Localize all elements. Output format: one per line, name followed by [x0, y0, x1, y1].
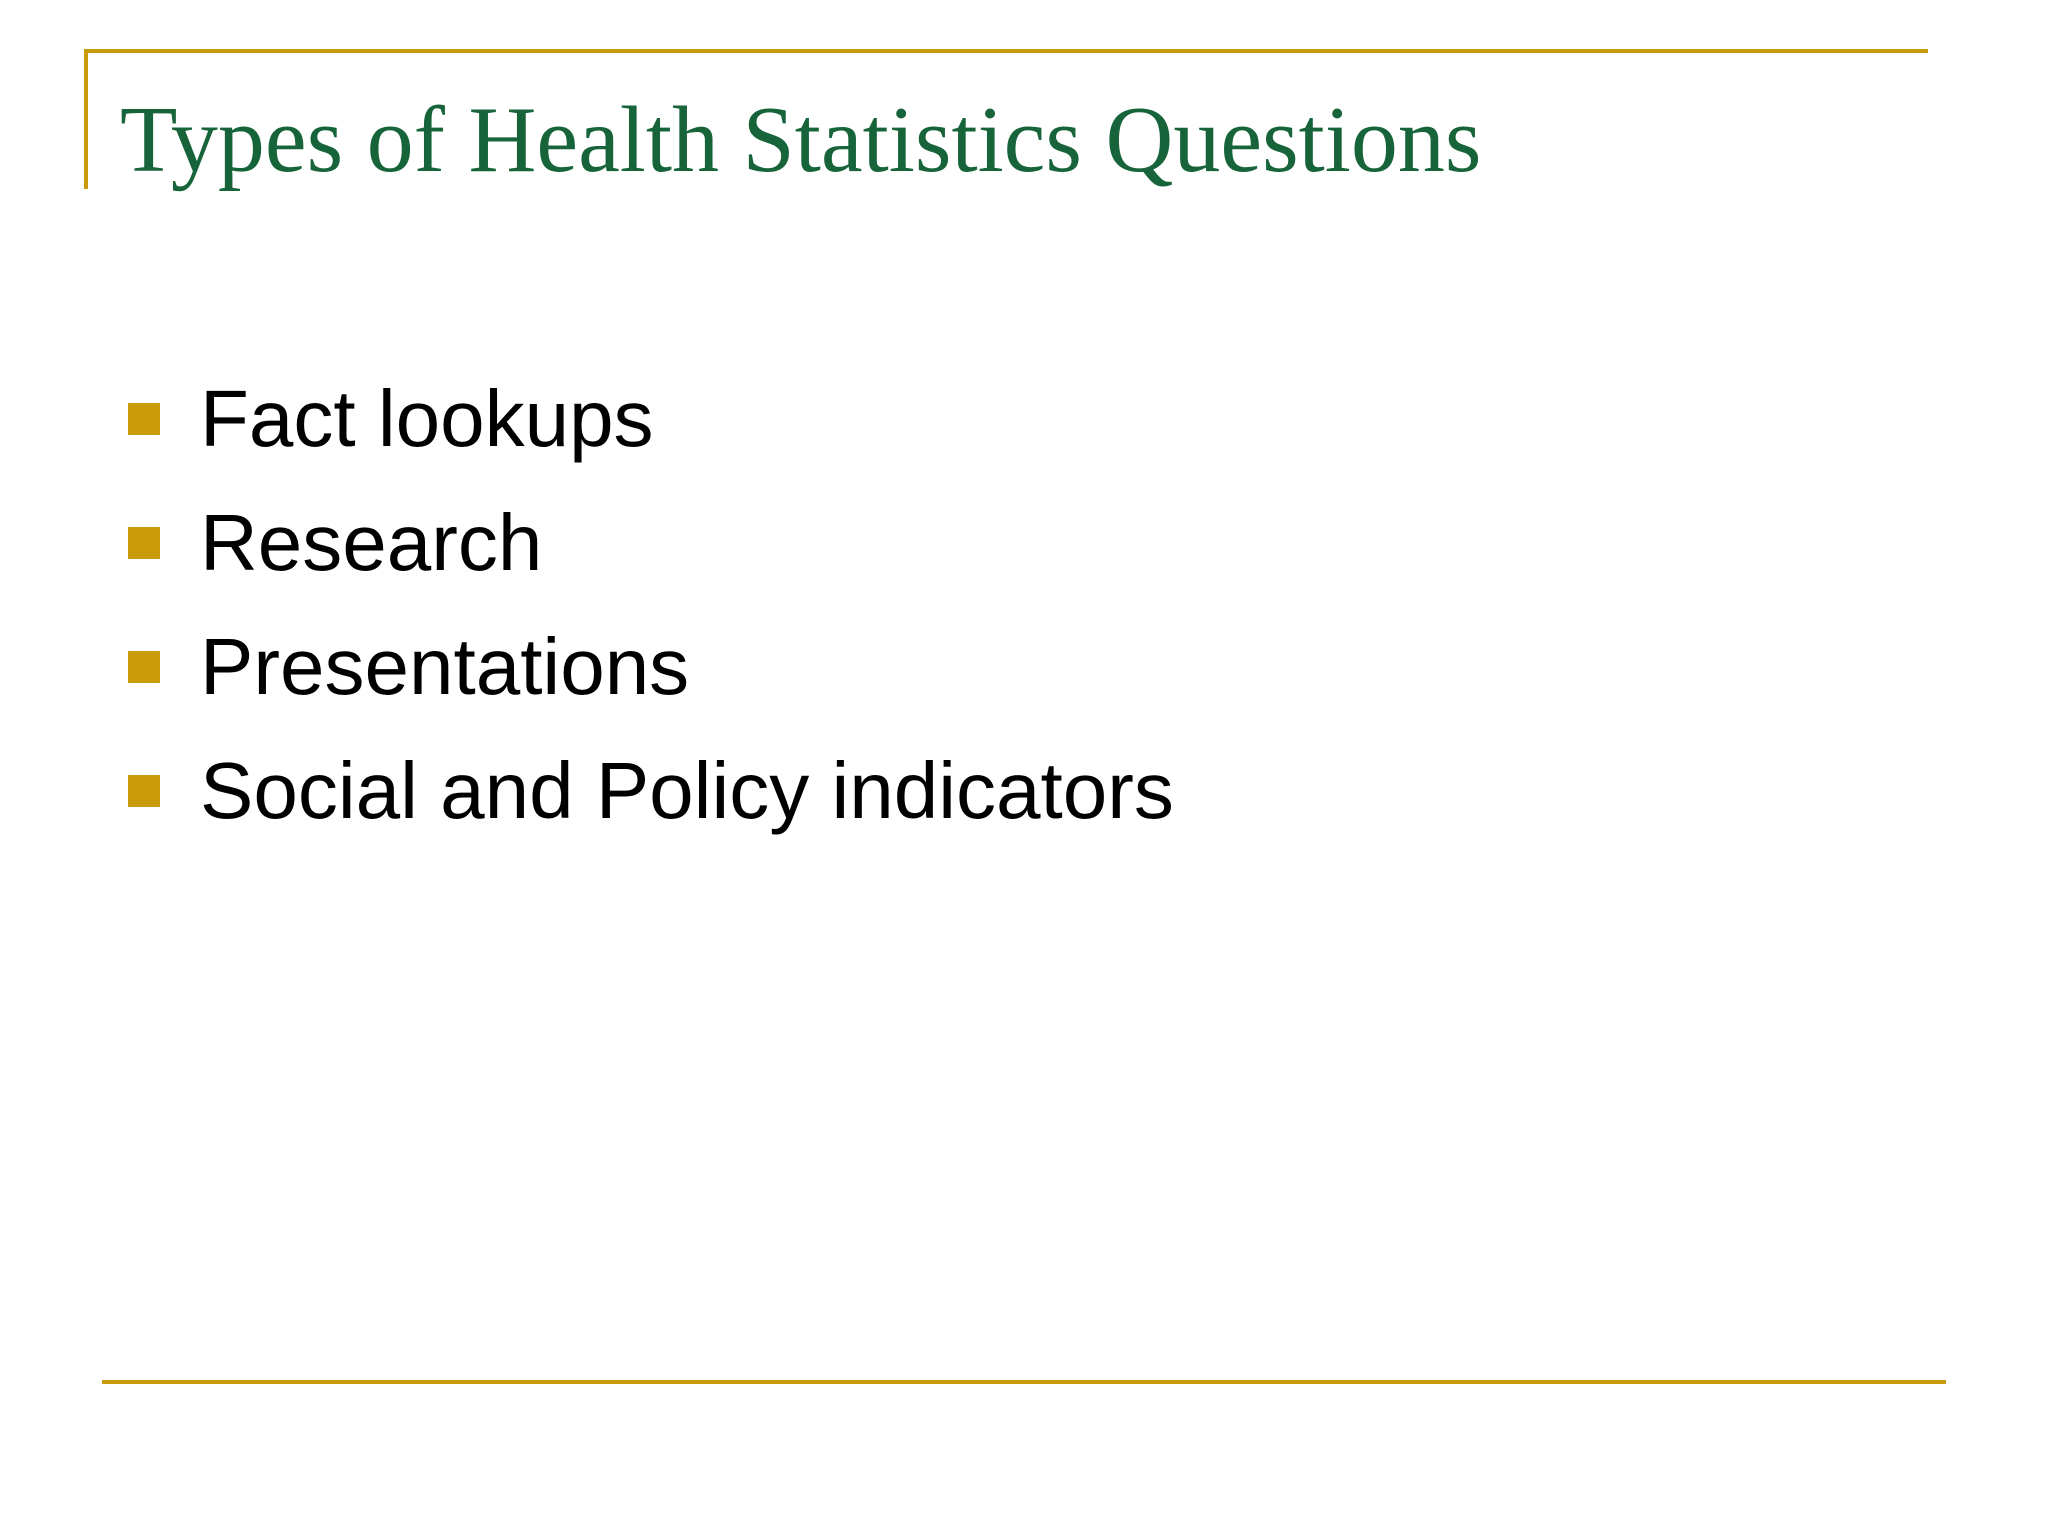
- bullet-label: Presentations: [200, 622, 690, 711]
- bullet-label: Research: [200, 498, 543, 587]
- square-bullet-icon: [128, 651, 160, 683]
- bullet-label: Social and Policy indicators: [200, 746, 1174, 835]
- bottom-rule: [102, 1380, 1946, 1384]
- left-rule: [84, 49, 88, 189]
- square-bullet-icon: [128, 775, 160, 807]
- bullet-label: Fact lookups: [200, 374, 654, 463]
- top-rule: [84, 49, 1928, 53]
- square-bullet-icon: [128, 527, 160, 559]
- square-bullet-icon: [128, 403, 160, 435]
- slide-title: Types of Health Statistics Questions: [120, 88, 1482, 192]
